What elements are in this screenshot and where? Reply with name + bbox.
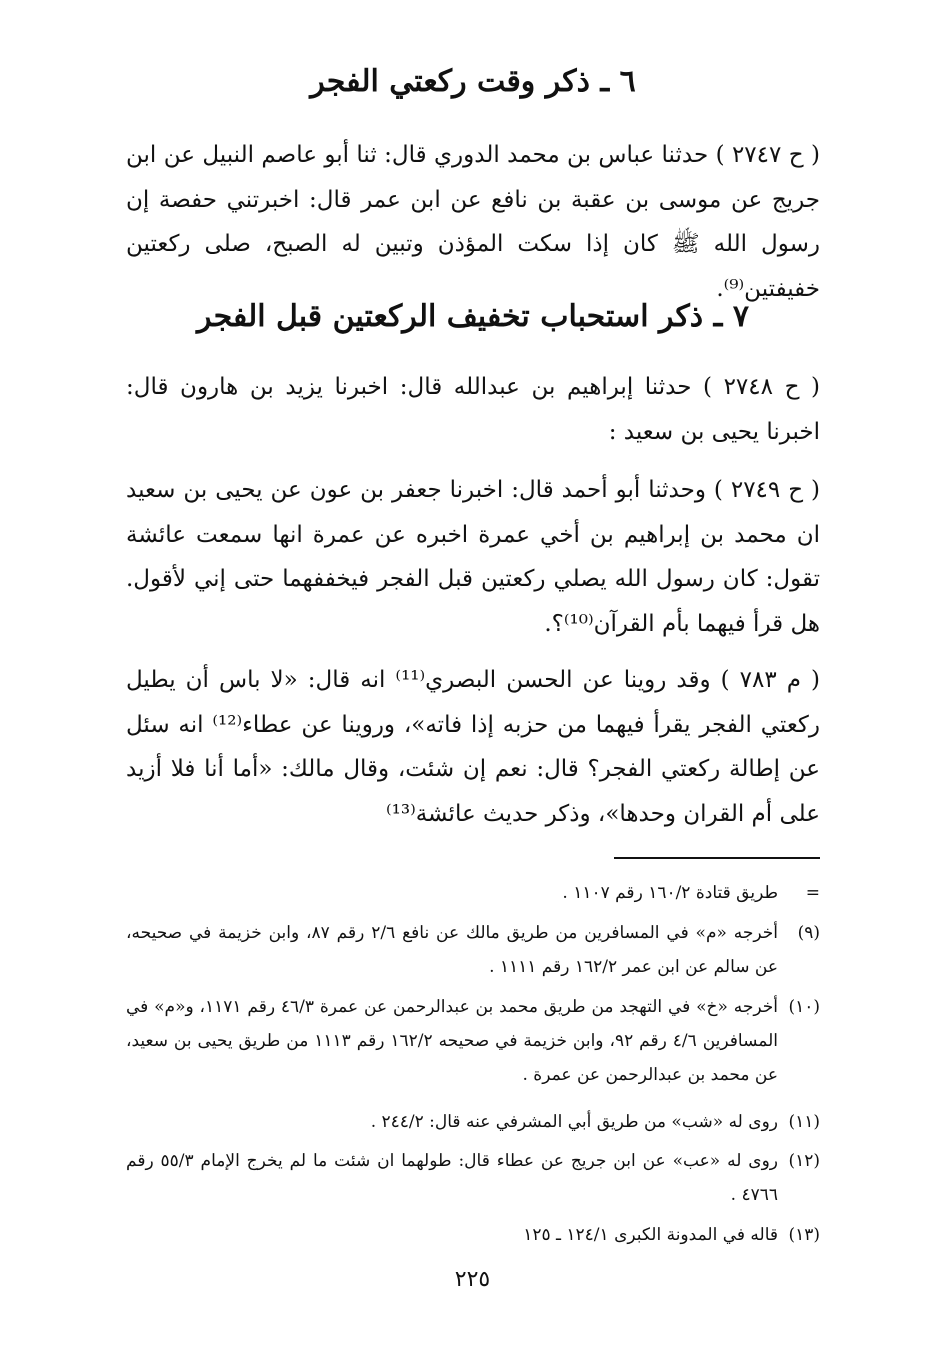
footnote-divider (614, 857, 820, 859)
section-heading-6: ٦ ـ ذكر وقت ركعتي الفجر (310, 64, 636, 99)
footnote-marker: = (805, 883, 820, 903)
footnote-text: طريق قتادة ١٦٠/٢ رقم ١١٠٧ . (562, 883, 778, 903)
footnote-11 (126, 1105, 820, 1139)
footnote-marker: (٩) (797, 923, 820, 943)
footnote-12 (126, 1144, 820, 1212)
footnote-text: قاله في المدونة الكبرى ١٢٤/١ ـ ١٢٥ (523, 1225, 778, 1245)
footnote-marker: (١٠) (788, 997, 820, 1017)
section-heading-7: ٧ ـ ذكر استحباب تخفيف الركعتين قبل الفجر (197, 299, 749, 334)
hadith-2747: ( ح ٢٧٤٧ ) حدثنا عباس بن محمد الدوري قال: ثنا أبو عاصم النبيل عن ابن جريج عن موسى بن عقبة بن نافع عن ابن عمر قال: اخبرتني حفصة إن رسول الله ﷺ كان إذا سكت المؤذن وتبين له الصبح، صلى ركعتين خفيفتين⁽⁹⁾. (126, 142, 820, 302)
footnote-text: روى له «شب» من طريق أبي المشرفي عنه قال: ٢٤٤/٢ . (370, 1112, 778, 1132)
footnote-continued (126, 876, 820, 910)
footnote-marker: (١١) (788, 1112, 820, 1132)
hadith-2748: ( ح ٢٧٤٨ ) حدثنا إبراهيم بن عبدالله قال: اخبرنا يزيد بن هارون قال: اخبرنا يحيى بن سعيد : (126, 374, 820, 445)
page-number: ٢٢٥ (454, 1267, 491, 1292)
footnote-9 (126, 916, 820, 984)
report-783: ( م ٧٨٣ ) وقد روينا عن الحسن البصري⁽¹¹⁾ انه قال: «لا باس أن يطيل ركعتي الفجر يقرأ فيهما من حزبه إذا فاته»، وروينا عن عطاء⁽¹²⁾ انه سئل عن إطالة ركعتي الفجر؟ قال: نعم إن شئت، وقال مالك: «أما أنا فلا أزيد على أم القران وحدها»، وذكر حديث عائشة⁽¹³⁾ (126, 667, 820, 827)
hadith-2749: ( ح ٢٧٤٩ ) وحدثنا أبو أحمد قال: اخبرنا جعفر بن عون عن يحيى بن سعيد ان محمد بن إبراهيم بن أخي عمرة اخبره عن عمرة انها سمعت عائشة تقول: كان رسول الله يصلي ركعتين قبل الفجر فيخففهما حتى إني لأقول. هل قرأ فيهما بأم القرآن⁽¹⁰⁾؟. (126, 477, 820, 637)
footnote-text: روى له «عب» عن ابن جريج عن عطاء قال: طولهما ان شئت ما لم يخرج الإمام ٥٥/٣ رقم ٤٧٦٦ . (126, 1151, 778, 1205)
footnote-text: أخرجه «م» في المسافرين من طريق مالك عن نافع ٢/٦ رقم ٨٧، وابن خزيمة في صحيحه، عن سالم عن ابن عمر ١٦٢/٢ رقم ١١١١ . (126, 923, 778, 977)
footnote-marker: (١٢) (788, 1151, 820, 1171)
footnote-marker: (١٣) (788, 1225, 820, 1245)
footnote-text: أخرجه «خ» في التهجد من طريق محمد بن عبدالرحمن عن عمرة ٤٦/٣ رقم ١١٧١، و«م» في المسافرين ٤/٦ رقم ٩٢، وابن خزيمة في صحيحه ١٦٢/٢ رقم ١١١٣ من طريق يحيى بن سعيد، عن محمد بن عبدالرحمن عن عمرة . (126, 997, 778, 1085)
footnote-10 (126, 990, 820, 1092)
footnote-13 (126, 1218, 820, 1252)
